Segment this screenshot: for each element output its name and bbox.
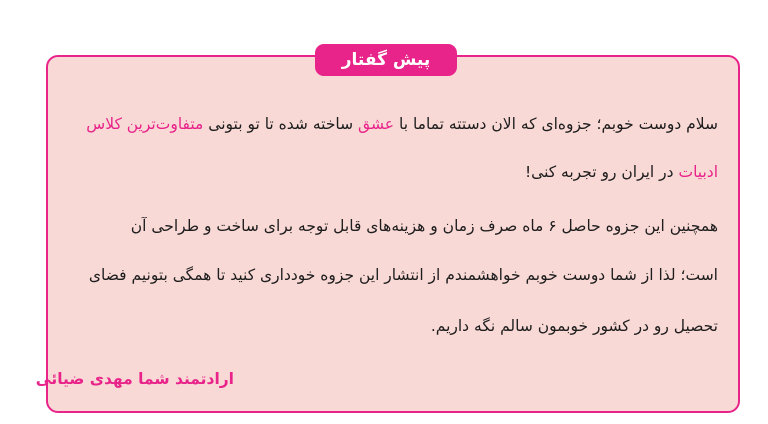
author-signature: ارادتمند شما مهدی ضیائی (35, 370, 234, 388)
preface-title: پیش گفتار (315, 44, 457, 76)
highlight-most-different-class: متفاوت‌ترین کلاس (86, 115, 204, 133)
paragraph-1-line-2 (76, 163, 718, 181)
paragraph-1-line-1 (76, 115, 718, 133)
text-segment: در ایران رو تجربه کنی! (524, 163, 679, 181)
highlight-love: عشق (358, 115, 395, 133)
text-segment: سلام دوست خوبم؛ جزوه‌ای که الان دستته تماما با (394, 115, 718, 133)
paragraph-2-line-1: همچنین این جزوه حاصل ۶ ماه صرف زمان و هزینه‌های قابل توجه برای ساخت و طراحی آن (130, 217, 718, 235)
paragraph-2-line-2: است؛ لذا از شما دوست خوبم خواهشمندم از انتشار این جزوه خودداری کنید تا همگی بتونیم فضای (88, 266, 718, 284)
highlight-literature: ادبیات (678, 163, 718, 181)
paragraph-2-line-3: تحصیل رو در کشور خوبمون سالم نگه داریم. (430, 317, 718, 335)
text-segment: ساخته شده تا تو بتونی (203, 115, 359, 133)
